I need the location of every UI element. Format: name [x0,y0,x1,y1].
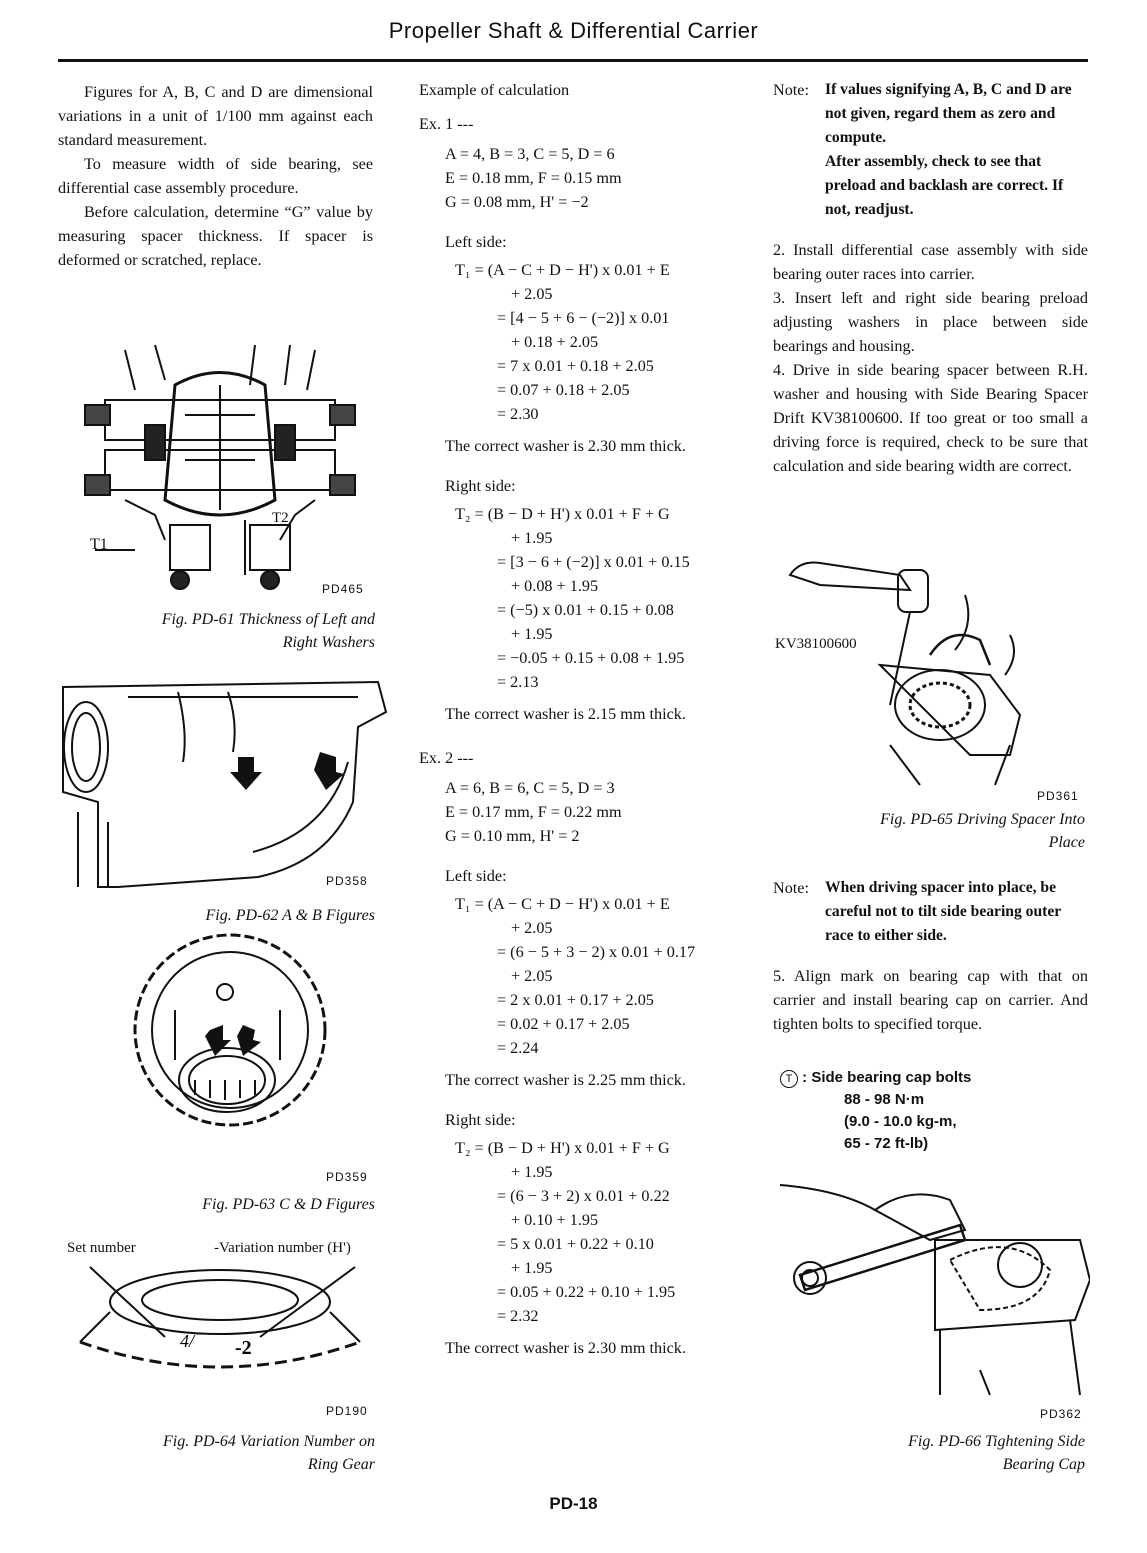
g-value-paragraph: Before calculation, determine “G” value by measuring spacer thickness. If spacer is deformed or scratched, replace. [58,203,373,269]
note-2-label: Note: [773,879,809,897]
calc-line: = 5 x 0.01 + 0.22 + 0.10 [497,1235,654,1253]
caption-pd64 [90,1430,375,1476]
calc-line: = (6 − 3 + 2) x 0.01 + 0.22 [497,1187,670,1205]
figure-code-pd190: PD190 [326,1404,368,1418]
figure-pd65-illustration [780,555,1090,795]
calc-line: + 0.10 + 1.95 [511,1211,599,1229]
calc-line: = 0.05 + 0.22 + 0.10 + 1.95 [497,1283,676,1301]
calc-line: = (−5) x 0.01 + 0.15 + 0.08 [497,601,674,619]
ex2-given-line: A = 6, B = 6, C = 5, D = 3 [445,779,615,797]
caption-pd66 [773,1430,1085,1476]
ex1-left-result: The correct washer is 2.30 mm thick. [445,437,686,455]
ex2-right-result: The correct washer is 2.30 mm thick. [445,1339,686,1357]
step-3: 3. Insert left and right side bearing preload adjusting washers in place between side bearings and housing. [773,289,1088,355]
ex2-left-label: Left side: [445,867,507,885]
calc-line: + 1.95 [511,529,553,547]
figure-pd62-illustration [58,672,388,892]
calc-line: = 2.24 [497,1039,539,1057]
calc-line: T₂ = (B − D + H') x 0.01 + F + G [455,1139,670,1157]
calc-line: T₂ = (B − D + H') x 0.01 + F + G [455,505,670,523]
figure-code-pd359: PD359 [326,1170,368,1184]
calc-line: + 2.05 [511,967,553,985]
calc-line: + 2.05 [511,285,553,303]
caption-pd65-line2: Place [1048,834,1085,851]
note-2-text: When driving spacer into place, be careful not to tilt side bearing outer race to either side. [825,879,1061,944]
calc-line: + 0.08 + 1.95 [511,577,599,595]
caption-pd61-line1: Fig. PD-61 Thickness of Left and [161,611,375,628]
calc-line: + 1.95 [511,625,553,643]
calc-line: = 2.30 [497,405,539,423]
figure-pd61-illustration [75,340,365,600]
torque-nm: 88 - 98 N·m [844,1091,925,1108]
right-column-lower-text [773,876,1088,1036]
ex1-left-label: Left side: [445,233,507,251]
caption-pd64-line1: Fig. PD-64 Variation Number on [163,1433,375,1450]
ex2-given [445,776,759,848]
ex1-right-result: The correct washer is 2.15 mm thick. [445,705,686,723]
ex2-given-line: E = 0.17 mm, F = 0.22 mm [445,803,622,821]
calc-line: + 1.95 [511,1259,553,1277]
figure-pd66-illustration [780,1170,1090,1400]
side-bearing-paragraph: To measure width of side bearing, see differential case assembly procedure. [58,155,373,197]
caption-pd63: Fig. PD-63 C & D Figures [202,1196,375,1213]
caption-pd66-line1: Fig. PD-66 Tightening Side [908,1433,1085,1450]
tool-number-label: KV38100600 [775,636,857,652]
ex2-left-result: The correct washer is 2.25 mm thick. [445,1071,686,1089]
ex1-label: Ex. 1 --- [419,115,474,133]
figure-code-pd358: PD358 [326,874,368,888]
torque-spec [780,1067,971,1155]
torque-label: : Side bearing cap bolts [802,1069,972,1086]
ex1-given-line: G = 0.08 mm, H' = −2 [445,193,589,211]
ex2-right-calc [455,1136,759,1328]
ex2-right-label: Right side: [445,1111,516,1129]
calc-line: = 7 x 0.01 + 0.18 + 2.05 [497,357,654,375]
calc-line: T₁ = (A − C + D − H') x 0.01 + E [455,895,670,913]
page-number: PD-18 [549,1494,598,1513]
ex1-given [445,142,759,214]
calc-line: = 2.32 [497,1307,539,1325]
caption-pd62: Fig. PD-62 A & B Figures [205,907,375,924]
figure-code-pd465: PD465 [322,582,364,596]
calc-line: = [3 − 6 + (−2)] x 0.01 + 0.15 [497,553,690,571]
step-5: 5. Align mark on bearing cap with that on carrier and install bearing cap on carrier. And tighten bolts to specified torque. [773,967,1088,1033]
ex2-label: Ex. 2 --- [419,749,474,767]
calc-line: = −0.05 + 0.15 + 0.08 + 1.95 [497,649,685,667]
step-2: 2. Install differential case assembly with side bearing outer races into carrier. [773,241,1088,283]
calc-title: Example of calculation [419,81,570,99]
header-rule [58,59,1088,62]
caption-pd65-line1: Fig. PD-65 Driving Spacer Into [880,811,1085,828]
note-2 [773,876,1088,948]
figure-pd64-illustration [70,1262,370,1372]
set-number-label: Set number [67,1240,136,1256]
torque-icon: T [780,1070,798,1088]
note-1-label: Note: [773,81,809,99]
ex1-right-label: Right side: [445,477,516,495]
right-column-text [773,78,1088,478]
t2-label: T2 [272,510,289,526]
calc-line: T₁ = (A − C + D − H') x 0.01 + E [455,261,670,279]
step-4: 4. Drive in side bearing spacer between R.H. washer and housing with Side Bearing Spacer Drift KV38100600. If too great or too small a driving force is required, check to be sure that calculation and side bearing width are correct. [773,361,1088,475]
caption-pd61 [90,608,375,654]
note-1-body [825,78,1088,222]
calc-line: = 0.07 + 0.18 + 2.05 [497,381,630,399]
calc-line: + 2.05 [511,919,553,937]
caption-pd61-line2: Right Washers [282,634,375,651]
svg-text:4/: 4/ [180,1331,195,1351]
caption-pd64-line2: Ring Gear [307,1456,375,1473]
ex2-given-line: G = 0.10 mm, H' = 2 [445,827,580,845]
t1-label: T1 [90,536,108,553]
ex2-left-calc [455,892,759,1060]
note-1 [773,78,1088,222]
calc-line: + 1.95 [511,1163,553,1181]
variation-number-label: -Variation number (H') [214,1240,351,1256]
torque-kgm: (9.0 - 10.0 kg-m, [844,1113,957,1130]
svg-text:-2: -2 [235,1337,252,1359]
calc-line: = (6 − 5 + 3 − 2) x 0.01 + 0.17 [497,943,696,961]
ex1-left-calc [455,258,759,426]
calc-line: = [4 − 5 + 6 − (−2)] x 0.01 [497,309,670,327]
calc-line: + 0.18 + 2.05 [511,333,599,351]
page-header: Propeller Shaft & Differential Carrier [388,18,759,43]
ex1-given-line: A = 4, B = 3, C = 5, D = 6 [445,145,615,163]
note-1b-text: After assembly, check to see that preload and backlash are correct. If not, readjust. [825,153,1064,218]
figure-code-pd362: PD362 [1040,1407,1082,1421]
intro-paragraph: Figures for A, B, C and D are dimensional variations in a unit of 1/100 mm against each standard measurement. [58,83,373,149]
calc-line: = 2.13 [497,673,539,691]
calc-line: = 0.02 + 0.17 + 2.05 [497,1015,630,1033]
calc-line: = 2 x 0.01 + 0.17 + 2.05 [497,991,654,1009]
note-1-text: If values signifying A, B, C and D are not given, regard them as zero and compute. [825,81,1072,146]
caption-pd66-line2: Bearing Cap [1002,1456,1085,1473]
ex1-right-calc [455,502,759,694]
caption-pd65 [773,808,1085,854]
ex1-given-line: E = 0.18 mm, F = 0.15 mm [445,169,622,187]
figure-pd63-illustration [115,930,345,1140]
left-column-text [58,80,373,272]
figure-code-pd361: PD361 [1037,789,1079,803]
torque-ftlb: 65 - 72 ft-lb) [844,1135,929,1152]
calculation-column [419,78,759,1360]
